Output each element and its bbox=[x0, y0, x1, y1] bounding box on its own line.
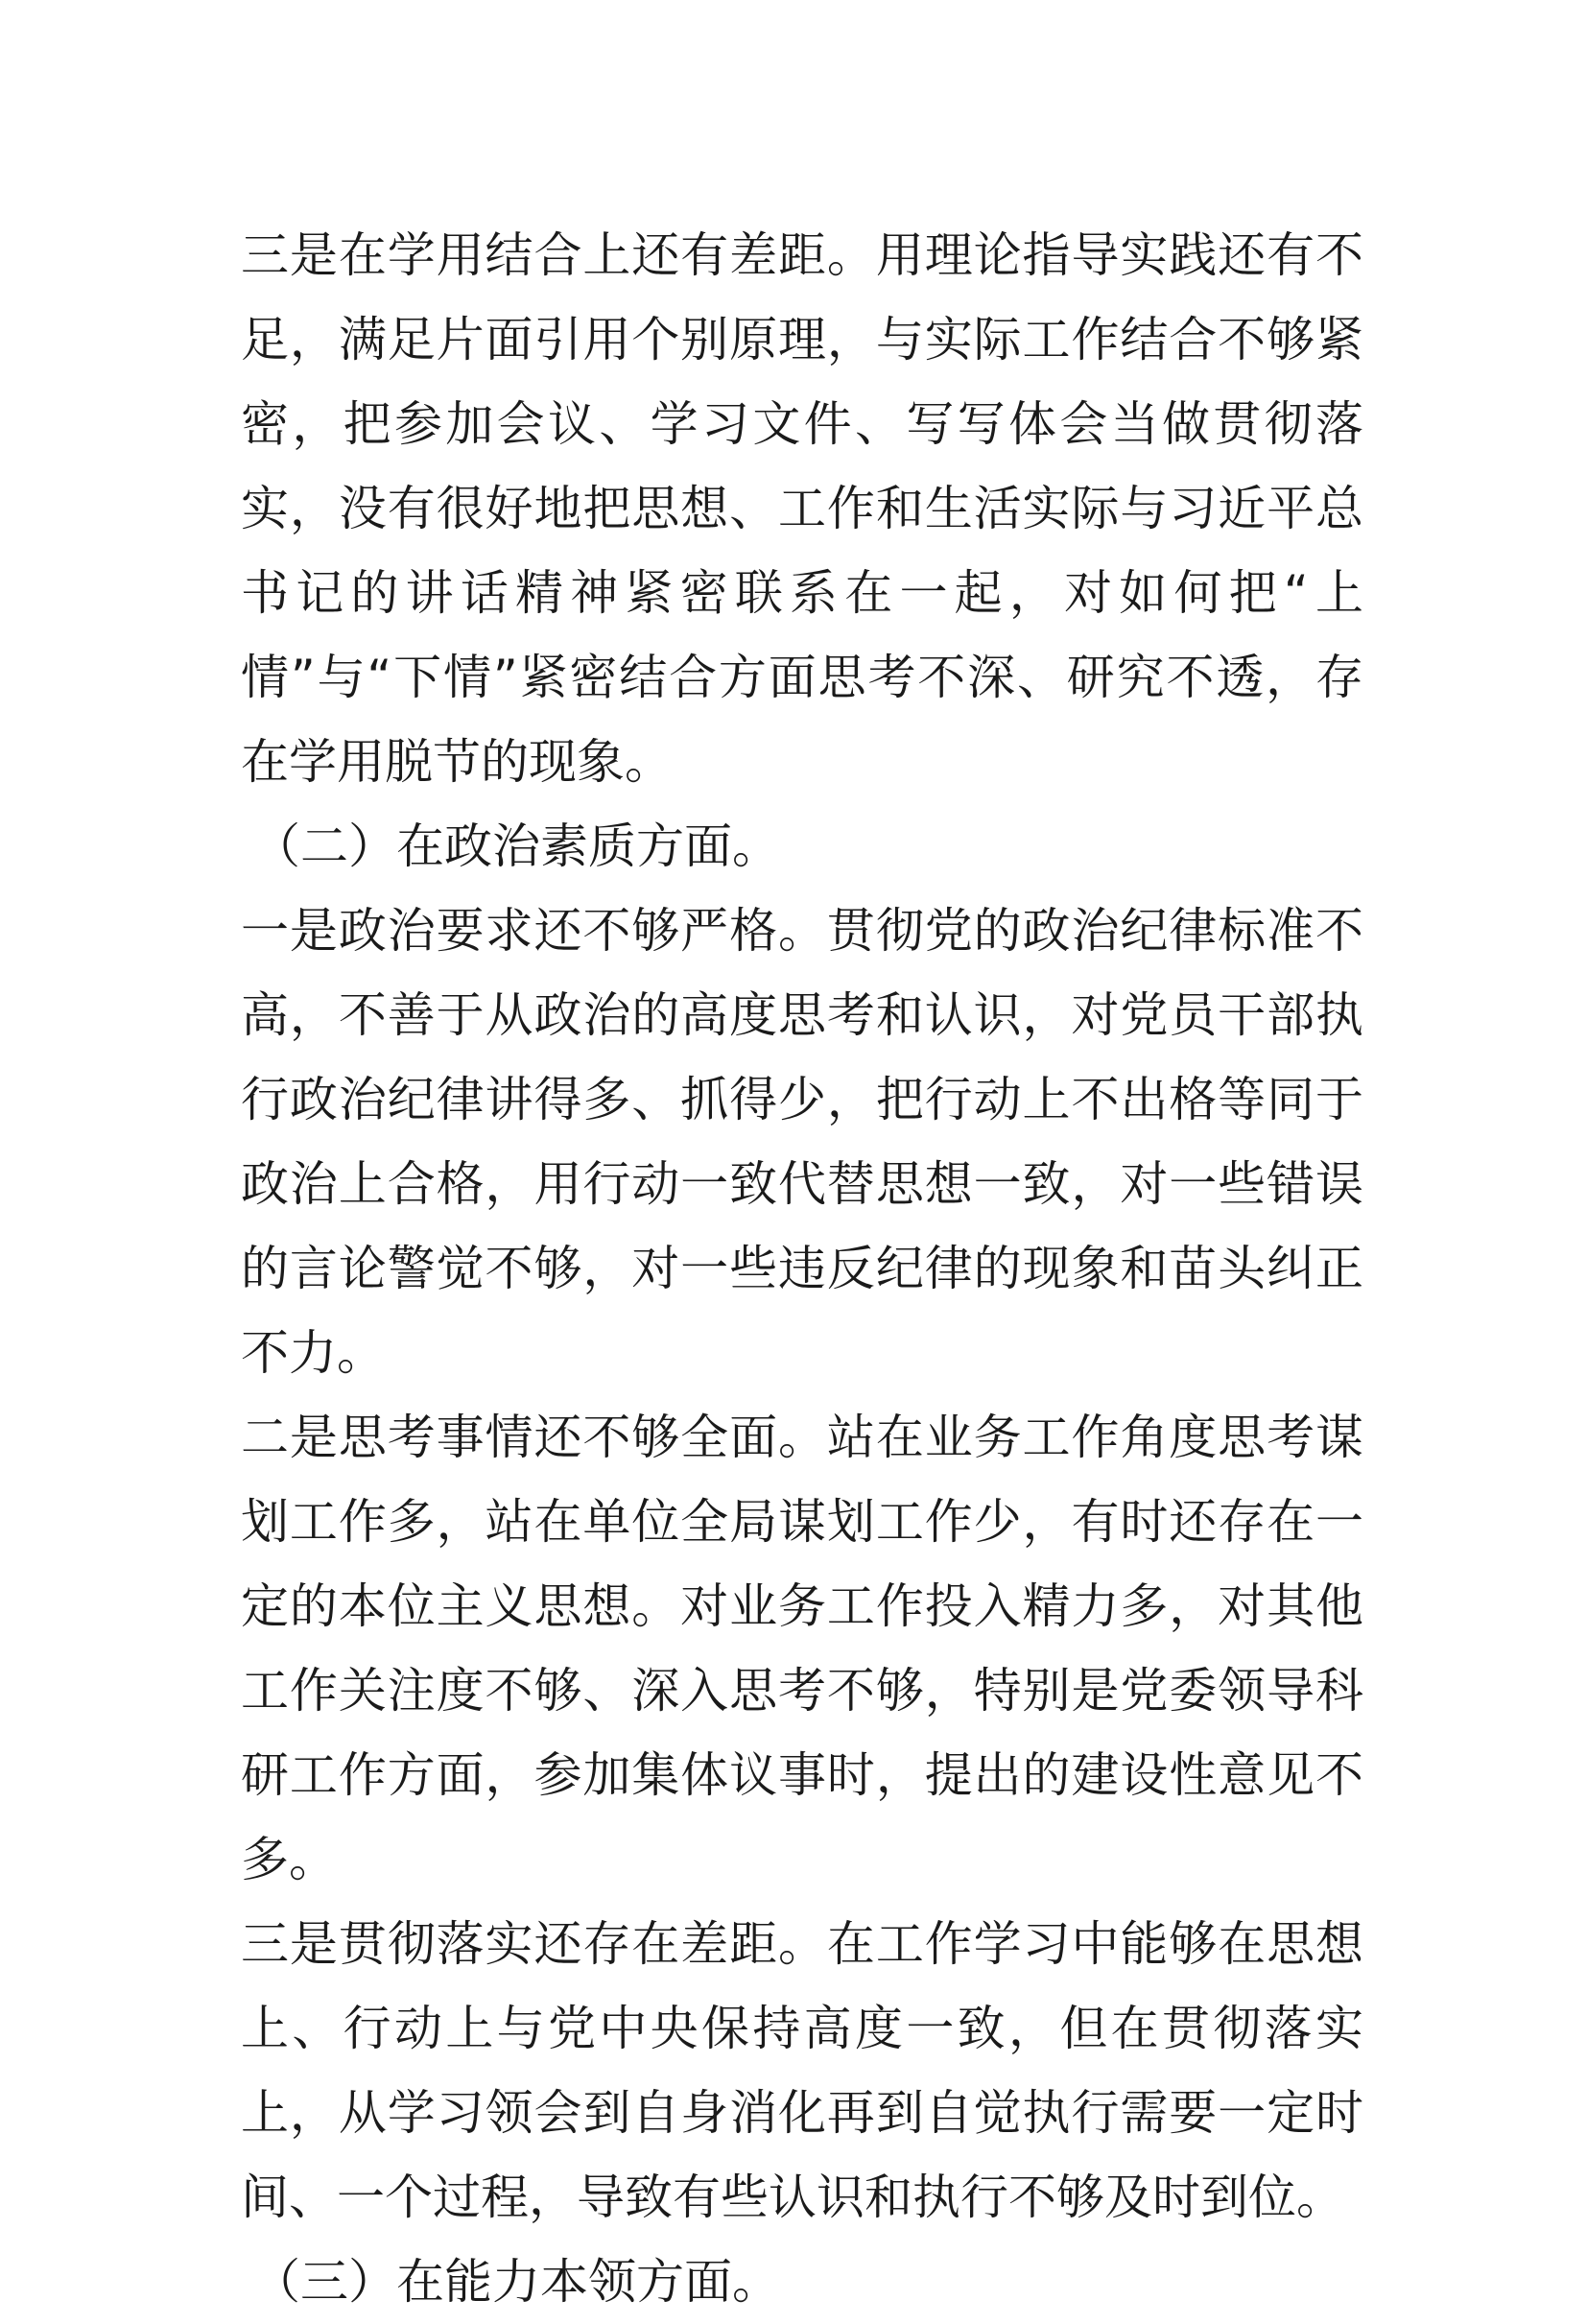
document-body bbox=[241, 213, 1363, 2324]
paragraph-implementation-gap: 三是贯彻落实还存在差距。在工作学习中能够在思想上、行动上与党中央保持高度一致，但在贯彻落实上，从学习领会到自身消化再到自觉执行需要一定时间、一个过程，导致有些认识和执行不够及时到位。 bbox=[241, 1916, 1363, 2225]
paragraph-thinking-comprehensiveness: 二是思考事情还不够全面。站在业务工作角度思考谋划工作多，站在单位全局谋划工作少，有时还存在一定的本位主义思想。对业务工作投入精力多，对其他工作关注度不够、深入思考不够，特别是党委领导科研工作方面，参加集体议事时，提出的建设性意见不多。 bbox=[241, 1410, 1363, 1887]
paragraph-political-requirements: 一是政治要求还不够严格。贯彻党的政治纪律标准不高，不善于从政治的高度思考和认识，对党员干部执行政治纪律讲得多、抓得少，把行动上不出格等同于政治上合格，用行动一致代替思想一致，对一些错误的言论警觉不够，对一些违反纪律的现象和苗头纠正不力。 bbox=[241, 903, 1363, 1381]
paragraph-study-application-gap: 三是在学用结合上还有差距。用理论指导实践还有不足，满足片面引用个别原理，与实际工作结合不够紧密，把参加会议、学习文件、写写体会当做贯彻落实，没有很好地把思想、工作和生活实际与习近平总书记的讲话精神紧密联系在一起，对如何把“上情”与“下情”紧密结合方面思考不深、研究不透，存在学用脱节的现象。 bbox=[241, 227, 1363, 790]
section-heading-ability-skills: （三）在能力本领方面。 bbox=[252, 2254, 780, 2310]
section-heading-political-quality: （二）在政治素质方面。 bbox=[252, 818, 780, 874]
